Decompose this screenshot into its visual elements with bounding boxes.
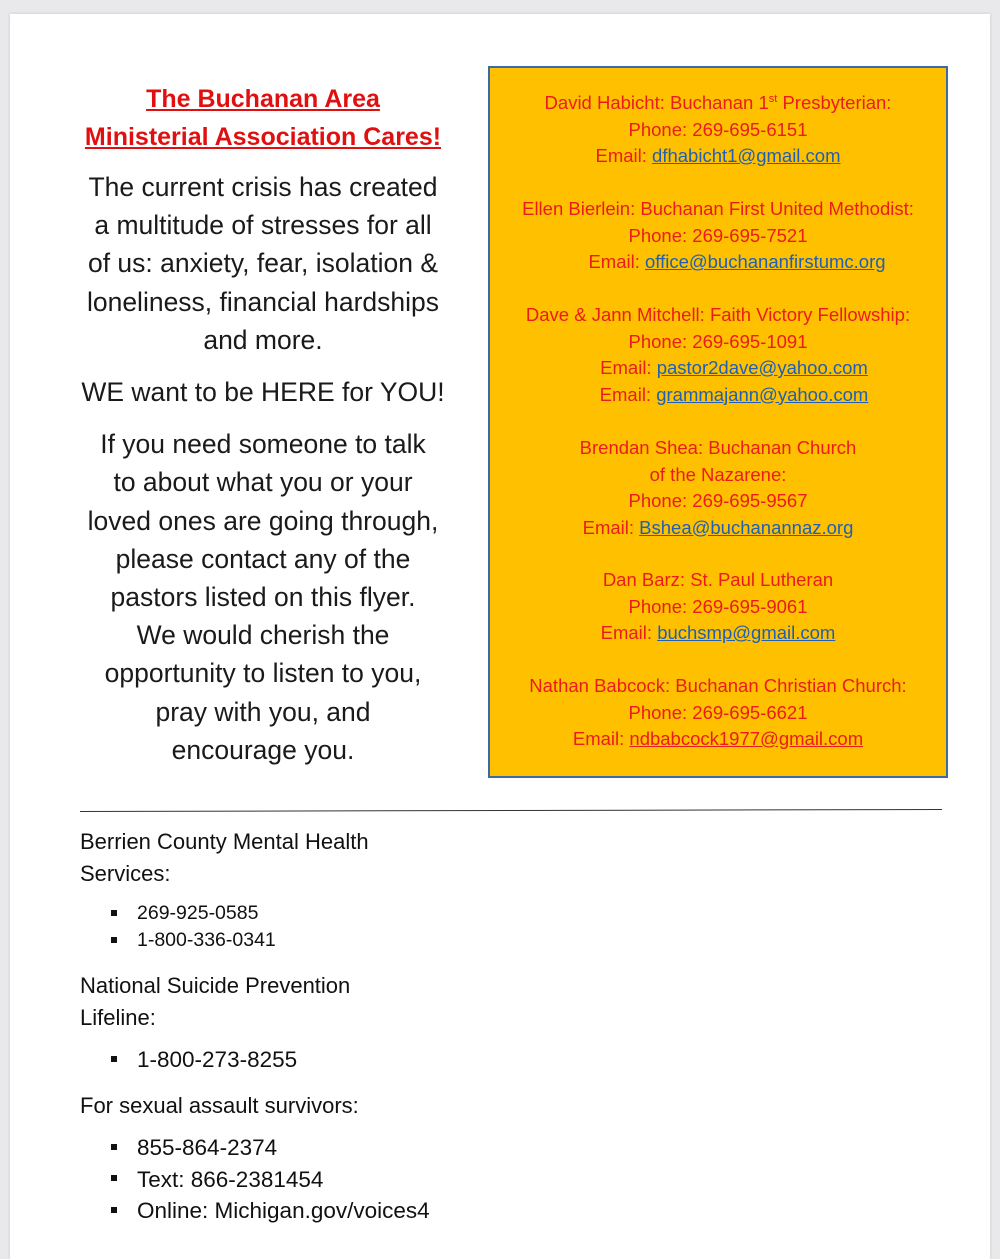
flyer-page — [10, 14, 990, 1259]
email-link[interactable]: office@buchananfirstumc.org — [644, 251, 886, 272]
list-item: 269-925-0585 — [80, 900, 420, 927]
pastor-name: Dan Barz: St. Paul Lutheran — [602, 569, 834, 590]
text-line: and more. — [203, 324, 323, 355]
pastor-entry-barz — [490, 567, 946, 647]
text-line: loved ones are going through, — [87, 505, 439, 536]
email-link[interactable]: grammajann@yahoo.com — [656, 383, 869, 405]
email-link[interactable]: ndbabcock1977@gmail.com — [629, 728, 864, 749]
title-line-2: Ministerial Association Cares! — [84, 123, 442, 151]
text-line: loneliness, financial hardships — [86, 286, 440, 317]
text-line: opportunity to listen to you, — [104, 658, 422, 689]
bullet-square-icon — [111, 1144, 117, 1150]
list-item: 1-800-336-0341 — [80, 927, 420, 954]
text-line: pastors listed on this flyer. — [110, 582, 416, 613]
text-line: a multitude of stresses for all — [94, 210, 432, 241]
resource-heading: For sexual assault survivors: — [80, 1093, 359, 1118]
pastor-name: Nathan Babcock: Buchanan Christian Church: — [529, 675, 907, 696]
text-line: pray with you, and — [155, 696, 371, 727]
pastor-name-cont: of the Nazarene: — [649, 463, 787, 485]
pastor-email-line: Email: office@buchananfirstumc.org — [588, 251, 886, 272]
pastor-name: David Habicht: Buchanan 1st Presbyterian: — [544, 92, 892, 113]
pastors-contact-box — [488, 66, 948, 778]
resource-heading: National Suicide Prevention Lifeline: — [80, 973, 351, 1030]
contact-paragraph — [80, 425, 446, 769]
title-line-1: The Buchanan Area — [146, 85, 380, 113]
pastor-entry-mitchell — [490, 302, 946, 408]
text-line: encourage you. — [171, 734, 355, 765]
text-line: We would cherish the — [136, 620, 390, 651]
pastor-entry-babcock — [490, 673, 946, 753]
pastor-phone: Phone: 269-695-6151 — [628, 118, 808, 140]
berrien-resource — [80, 826, 420, 954]
text-line: The current crisis has created — [88, 172, 438, 202]
intro-column — [80, 80, 446, 769]
text-line: please contact any of the — [115, 543, 411, 574]
list-item: 855-864-2374 — [80, 1132, 430, 1164]
pastor-email-line: Email: ndbabcock1977@gmail.com — [572, 728, 864, 749]
text-line: of us: anxiety, fear, isolation & — [87, 248, 439, 279]
crisis-paragraph — [80, 168, 446, 359]
pastor-email-line: Email: grammajann@yahoo.com — [599, 383, 869, 405]
pastor-email-line: Email: buchsmp@gmail.com — [600, 622, 836, 643]
pastor-phone: Phone: 269-695-1091 — [628, 330, 808, 352]
bullet-square-icon — [111, 1056, 117, 1062]
email-link[interactable]: buchsmp@gmail.com — [657, 622, 836, 643]
resource-list — [80, 1044, 420, 1076]
resource-heading: Berrien County Mental Health Services: — [80, 829, 369, 886]
suicide-resource — [80, 970, 420, 1076]
email-link[interactable]: pastor2dave@yahoo.com — [656, 357, 868, 378]
list-item: Online: Michigan.gov/voices4 — [80, 1195, 430, 1227]
email-link[interactable]: dfhabicht1@gmail.com — [652, 145, 841, 166]
bullet-square-icon — [111, 910, 117, 916]
flyer-title — [80, 80, 446, 156]
pastor-phone: Phone: 269-695-9061 — [628, 595, 808, 617]
bullet-square-icon — [111, 1207, 117, 1213]
text-line: If you need someone to talk — [100, 429, 426, 460]
assault-resource — [80, 1090, 430, 1227]
email-link[interactable]: Bshea@buchanannaz.org — [639, 516, 854, 538]
pastor-name: Brendan Shea: Buchanan Church — [579, 437, 857, 458]
bullet-square-icon — [111, 937, 117, 943]
list-item: Text: 866-2381454 — [80, 1164, 430, 1196]
horizontal-divider — [80, 809, 942, 812]
pastor-name: Dave & Jann Mitchell: Faith Victory Fellowship: — [525, 304, 911, 325]
list-item: 1-800-273-8255 — [80, 1044, 420, 1076]
pastor-entry-shea — [490, 435, 946, 541]
pastor-email-line: Email: pastor2dave@yahoo.com — [600, 357, 868, 378]
bullet-square-icon — [111, 1175, 117, 1181]
pastor-phone: Phone: 269-695-9567 — [628, 490, 808, 511]
pastor-entry-habicht — [490, 90, 946, 170]
pastor-entry-bierlein — [490, 196, 946, 276]
resource-list — [80, 900, 420, 954]
pastor-email-line: Email: Bshea@buchanannaz.org — [582, 516, 854, 538]
we-are-here-line: WE want to be HERE for YOU! — [81, 377, 445, 408]
pastor-phone: Phone: 269-695-6621 — [628, 701, 808, 723]
pastor-phone: Phone: 269-695-7521 — [628, 224, 808, 246]
pastor-email-line: Email: dfhabicht1@gmail.com — [595, 145, 841, 166]
resource-list — [80, 1132, 430, 1227]
pastor-name: Ellen Bierlein: Buchanan First United Methodist: — [522, 198, 914, 219]
text-line: to about what you or your — [113, 467, 413, 498]
